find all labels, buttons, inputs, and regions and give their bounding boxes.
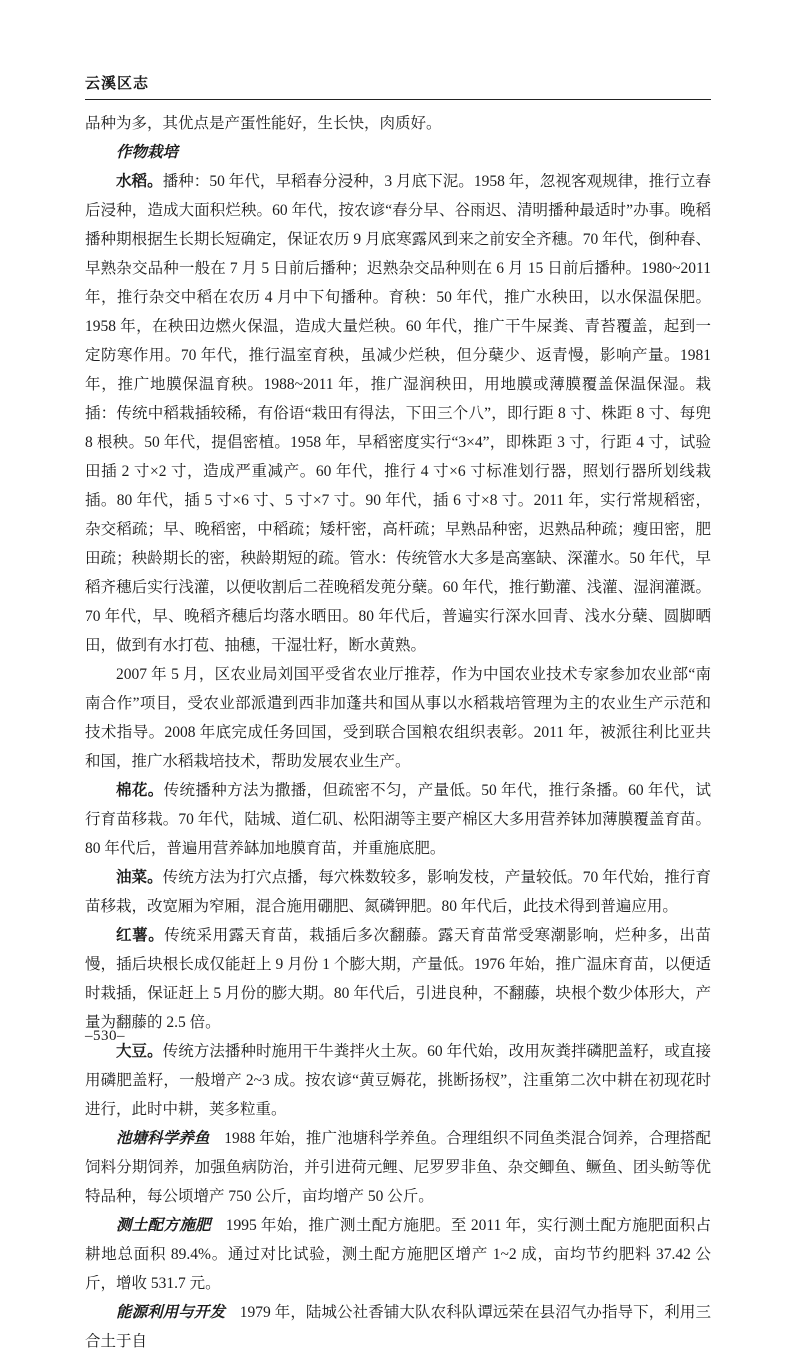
paragraph-energy-utilization: [85, 1298, 711, 1356]
paragraph-text: 1979 年，陆城公社香铺大队农科队谭远荣在县沼气办指导下，利用三合土于自: [85, 1304, 711, 1350]
section-heading-crop-cultivation: 作物栽培: [116, 144, 179, 161]
paragraph-text: 传统采用露天育苗，栽插后多次翻藤。露天育苗常受寒潮影响，烂种多，出苗慢，插后块根长成仅能赶上 9 月份 1 个膨大期，产量低。1976 年始，推广温床育苗，以便适时栽插，保证赶上 5 月份的膨大期。80 年代后，引进良种，不翻藤，块根个数少体形大，产量为翻藤的 2.5 倍。: [85, 927, 711, 1031]
page-title: 云溪区志: [85, 75, 150, 92]
paragraph-rice: [85, 167, 711, 660]
paragraph-lead: 红薯。: [116, 927, 165, 944]
paragraph-text: 传统方法播种时施用干牛粪拌火土灰。60 年代始，改用灰粪拌磷肥盖籽，或直接用磷肥盖籽，一般增产 2~3 成。按农谚“黄豆媷花，挑断扬杈”，注重第二次中耕在初现花时进行，此时中耕，荚多粒重。: [85, 1043, 711, 1118]
paragraph-lead: 水稻。: [116, 173, 163, 190]
paragraph-text: 1988 年始，推广池塘科学养鱼。合理组织不同鱼类混合饲养，合理搭配饲料分期饲养，加强鱼病防治，并引进荷元鲤、尼罗罗非鱼、杂交鲫鱼、鳜鱼、团头鲂等优特品种，每公顷增产 750 公斤，亩均增产 50 公斤。: [85, 1130, 711, 1205]
intro-line: 品种为多，其优点是产蛋性能好，生长快，肉质好。: [85, 115, 442, 132]
paragraph-lead: 棉花。: [116, 782, 164, 799]
paragraph-topic: 能源利用与开发: [116, 1304, 226, 1321]
paragraph-expert-aid: [85, 660, 711, 776]
paragraph-lead: 大豆。: [116, 1043, 163, 1060]
paragraph-lead: 油菜。: [116, 869, 163, 886]
paragraph-cotton: [85, 776, 711, 863]
paragraph-topic: 池塘科学养鱼: [116, 1130, 210, 1147]
paragraph-text: 传统方法为打穴点播，每穴株数较多，影响发枝，产量较低。70 年代始，推行育苗移栽，改宽厢为窄厢，混合施用硼肥、氮磷钾肥。80 年代后，此技术得到普遍应用。: [85, 869, 711, 915]
paragraph-text: 2007 年 5 月，区农业局刘国平受省农业厅推荐，作为中国农业技术专家参加农业部“南南合作”项目，受农业部派遣到西非加蓬共和国从事以水稻栽培管理为主的农业生产示范和技术指导。2008 年底完成任务回国，受到联合国粮农组织表彰。2011 年，被派往利比亚共和国，推广水稻栽培技术，帮助发展农业生产。: [85, 666, 711, 770]
paragraph-pond-fish-farming: [85, 1124, 711, 1211]
paragraph-topic: 测土配方施肥: [116, 1217, 211, 1234]
paragraph-sweet-potato: [85, 921, 711, 1037]
paragraph-text: 播种：50 年代，早稻春分浸种，3 月底下泥。1958 年，忽视客观规律，推行立春后浸种，造成大面积烂秧。60 年代，按农谚“春分早、谷雨迟、清明播种最适时”办事。晚稻播种期根据生长期长短确定，保证农历 9 月底寒露风到来之前安全齐穗。70 年代，倒种春、早熟杂交品种一般在 7 月 5 日前后播种；迟熟杂交品种则在 6 月 15 日前后播种。1980~2011 年，推行杂交中稻在农历 4 月中下旬播种。育秧：50 年代，推广水秧田，以水保温保肥。1958 年，在秧田边燃火保温，造成大量烂秧。60 年代，推广干牛屎粪、青苔覆盖，起到一定防寒作用。70 年代，推行温室育秧，虽减少烂秧，但分蘖少、返青慢，影响产量。1981 年，推广地膜保温育秧。1988~2011 年，推广湿润秧田，用地膜或薄膜覆盖保温保湿。栽插：传统中稻栽插较稀，有俗语“栽田有得法，下田三个八”，即行距 8 寸、株距 8 寸、每兜 8 根秧。50 年代，提倡密植。1958 年，早稻密度实行“3×4”，即株距 3 寸，行距 4 寸，试验田插 2 寸×2 寸，造成严重减产。60 年代，推行 4 寸×6 寸标准划行器，照划行器所划线栽插。80 年代，插 5 寸×6 寸、5 寸×7 寸。90 年代，插 6 寸×8 寸。2011 年，实行常规稻密，杂交稻疏；早、晚稻密，中稻疏；矮杆密，高杆疏；早熟品种密，迟熟品种疏；瘦田密，肥田疏；秧龄期长的密，秧龄期短的疏。管水：传统管水大多是高塞缺、深灌水。50 年代，早稻齐穗后实行浅灌，以便收割后二茬晚稻发蔸分蘖。60 年代，推行勤灌、浅灌、湿润灌溉。70 年代，早、晚稻齐穗后均落水晒田。80 年代后，普遍实行深水回青、浅水分蘖、圆脚晒田，做到有水打苞、抽穗，干湿壮籽，断水黄熟。: [85, 173, 711, 654]
paragraph-text: 传统播种方法为撒播，但疏密不匀，产量低。50 年代，推行条播。60 年代，试行育苗移栽。70 年代，陆城、道仁矶、松阳湖等主要产棉区大多用营养钵加薄膜覆盖育苗。80 年代后，普遍用营养缽加地膜育苗，并重施底肥。: [85, 782, 711, 857]
paragraph-text: 1995 年始，推广测土配方施肥。至 2011 年，实行测土配方施肥面积占耕地总面积 89.4%。通过对比试验，测土配方施肥区增产 1~2 成，亩均节约肥料 37.42 公斤，增收 531.7 元。: [85, 1217, 711, 1292]
paragraph-soybean: [85, 1037, 711, 1124]
paragraph-soil-testing-fertilization: [85, 1211, 711, 1298]
page-number: –530–: [85, 1028, 125, 1044]
paragraph-rapeseed: [85, 863, 711, 921]
page-body: [85, 109, 711, 1356]
header-rule: [85, 99, 711, 100]
